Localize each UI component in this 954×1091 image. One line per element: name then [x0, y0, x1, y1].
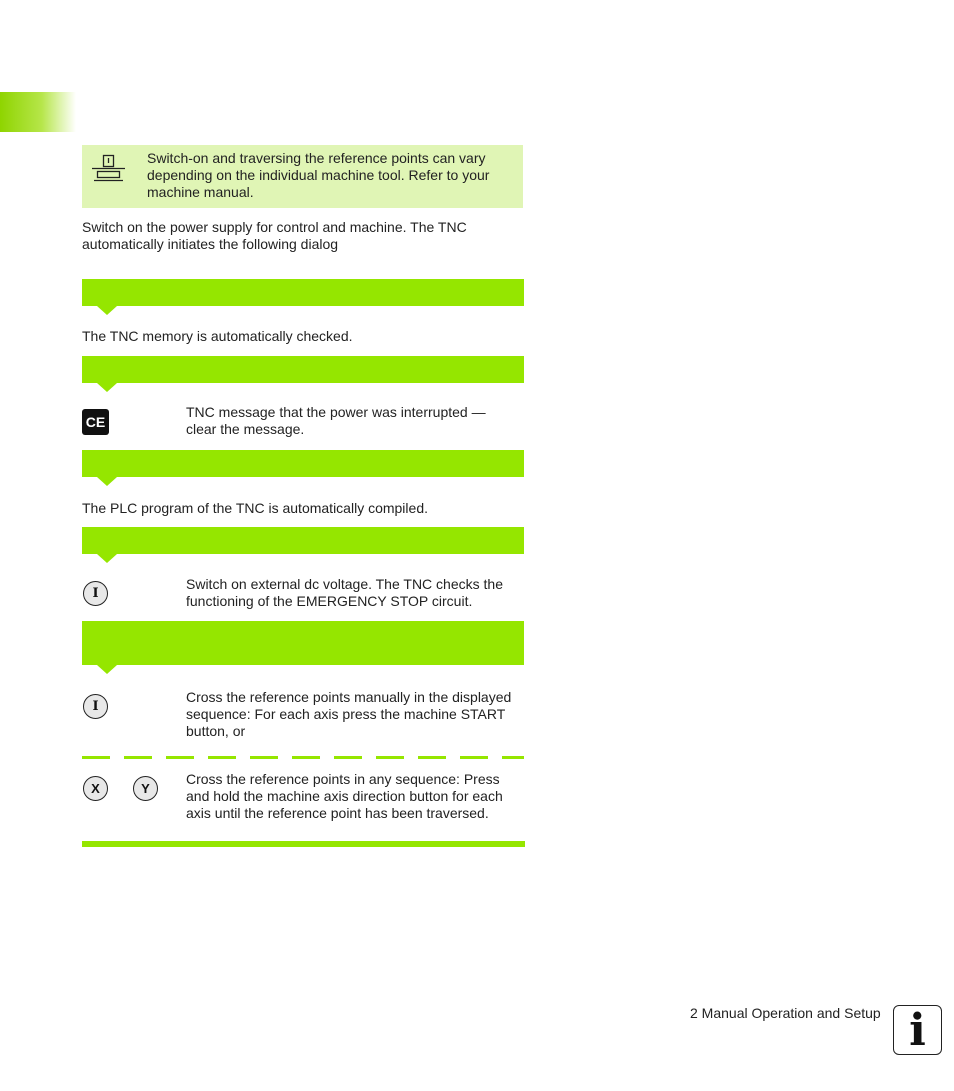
intro-text: Switch on the power supply for control and machine. The TNC automatically initiates the following dialog [82, 219, 467, 252]
dashed-divider [82, 756, 524, 759]
dc-voltage-text: Switch on external dc voltage. The TNC checks the functioning of the EMERGENCY STOP circuit. [186, 576, 503, 609]
power-interrupted-text: TNC message that the power was interrupted — clear the message. [186, 404, 486, 437]
dialog-bar-1 [82, 279, 524, 306]
memory-check-text: The TNC memory is automatically checked. [82, 328, 353, 344]
note-text: Switch-on and traversing the reference points can vary depending on the individual machine tool. Refer to your machine manual. [147, 150, 490, 200]
cross-manual-text: Cross the reference points manually in the displayed sequence: For each axis press the machine START button, or [186, 689, 512, 739]
info-icon: i [893, 1005, 942, 1055]
axis-x-key[interactable]: X [83, 776, 108, 801]
ce-key[interactable]: CE [82, 409, 109, 435]
dialog-bar-3 [82, 450, 524, 477]
chapter-footer: 2 Manual Operation and Setup [690, 1005, 881, 1021]
dialog-bar-5 [82, 621, 524, 665]
machine-manual-icon [91, 154, 127, 187]
machine-start-key[interactable]: I [83, 694, 108, 719]
cross-any-text: Cross the reference points in any sequence: Press and hold the machine axis direction button for each axis until the reference point has been traversed. [186, 771, 503, 821]
axis-y-key[interactable]: Y [133, 776, 158, 801]
plc-compile-text: The PLC program of the TNC is automatically compiled. [82, 500, 428, 516]
chapter-tab-marker [0, 92, 76, 132]
machine-start-key[interactable]: I [83, 581, 108, 606]
dialog-bar-4 [82, 527, 524, 554]
dialog-bar-2 [82, 356, 524, 383]
section-end-rule [82, 841, 525, 847]
